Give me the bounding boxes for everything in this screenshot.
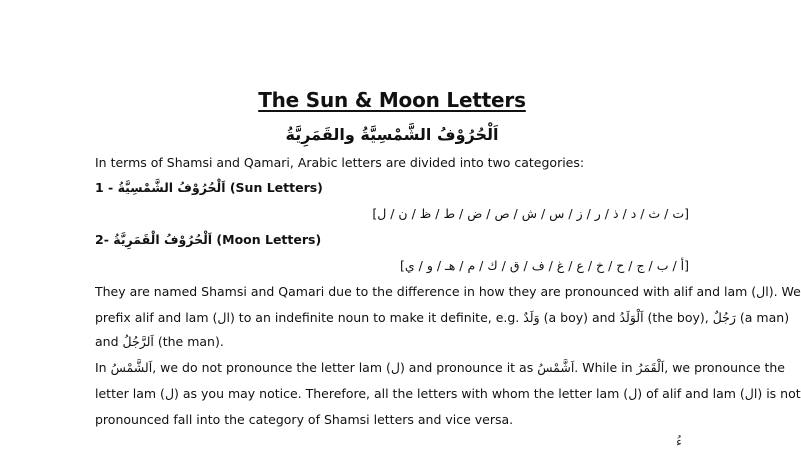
sun-heading-prefix: 1 - (95, 180, 118, 195)
moon-letters-list: [أ / ب / ج / ح / خ / ع / غ / ف / ق / ك / م / هـ / و / ي] (400, 258, 689, 273)
sun-heading-arabic: اَلْحُرُوْفُ الشَّمْسِيَّةُ (117, 180, 226, 195)
paragraph-line: letter lam (ل) as you may notice. Therefore, all the letters with whom the letter lam (ل) of alif and lam (ال) is not (95, 386, 801, 401)
intro-text: In terms of Shamsi and Qamari, Arabic letters are divided into two categories: (95, 155, 585, 170)
paragraph-line: In اَلشَّمْسُ, we do not pronounce the letter lam (ل) and pronounce it as اَشَّمْسُ. While in اَلْقَمَرُ, we pronounce the (95, 360, 785, 375)
partial-cut-line: ءُ (676, 434, 682, 449)
paragraph-line: They are named Shamsi and Qamari due to the difference in how they are pronounced with alif and lam (ال). We (95, 284, 801, 299)
moon-heading-arabic: اَلْحُرُوْفُ الْقَمَرِيَّةُ (113, 232, 213, 247)
paragraph-line: and اَلرَّجُلُ (the man). (95, 334, 224, 349)
sun-heading-label: (Sun Letters) (225, 180, 323, 195)
paragraph-line: pronounced fall into the category of Shamsi letters and vice versa. (95, 412, 514, 427)
moon-letters-heading (95, 232, 690, 248)
moon-heading-prefix: 2- (95, 232, 114, 247)
arabic-subtitle: اَلْحُرُوْفُ الشَّمْسِيَّةُ والقَمَرِيَّةُ (285, 125, 499, 144)
moon-heading-label: (Moon Letters) (212, 232, 322, 247)
sun-letters-list: [ت / ث / د / ذ / ر / ز / س / ش / ص / ض / ط / ظ / ن / ل] (372, 206, 689, 221)
sun-letters-heading (95, 180, 690, 196)
paragraph-line: prefix alif and lam (ال) to an indefinite noun to make it definite, e.g. وَلَدٌ (a boy) and اَلْوَلَدُ (the boy), رَجُلٌ (a man) (95, 310, 790, 325)
page-title: The Sun & Moon Letters (258, 88, 526, 112)
